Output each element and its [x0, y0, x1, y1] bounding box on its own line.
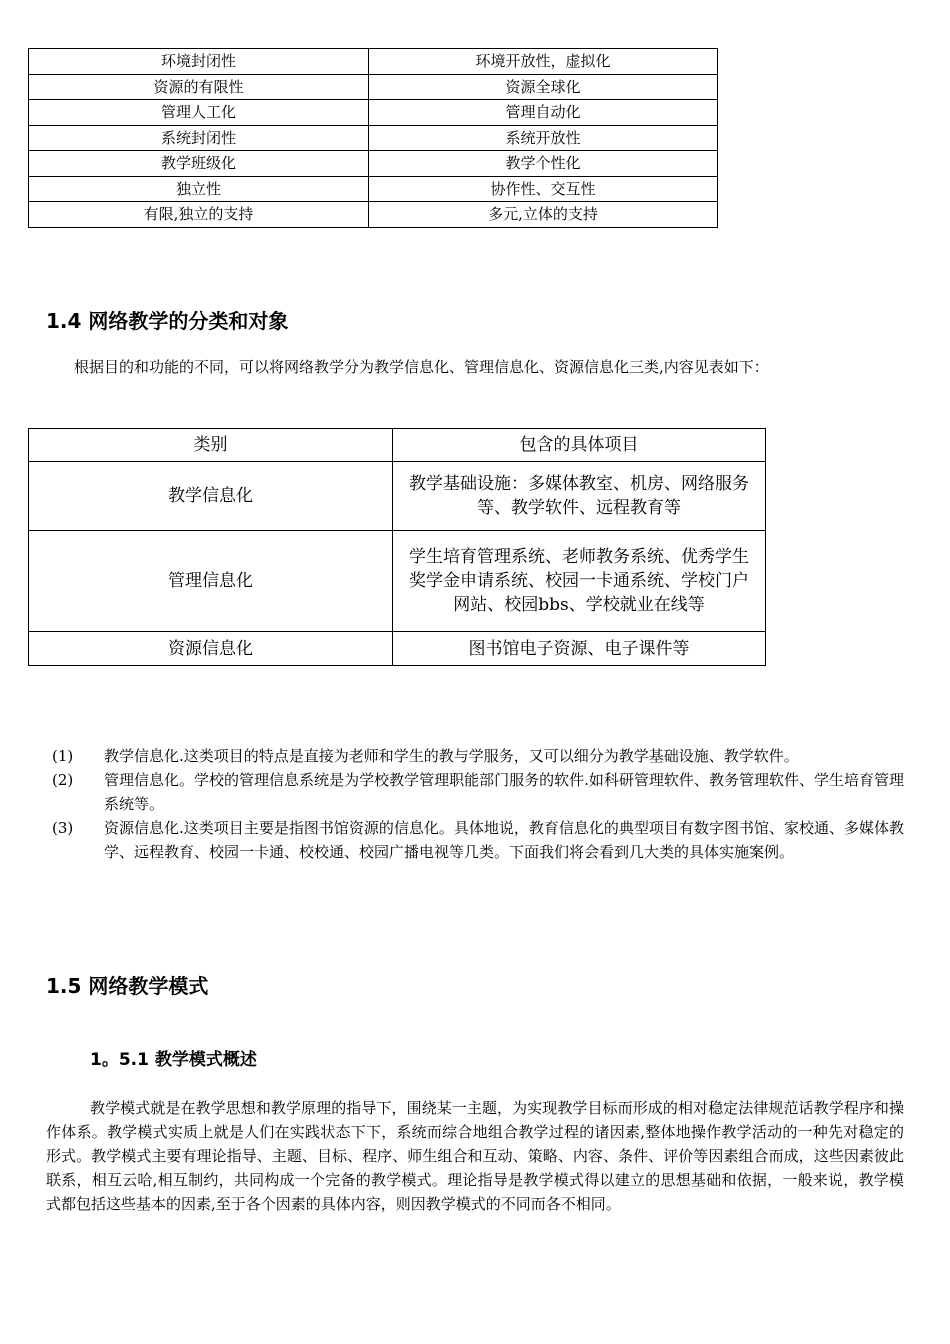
- column-header-items: 包含的具体项目: [393, 429, 766, 462]
- table-row: [29, 151, 718, 177]
- table-row: [29, 632, 766, 666]
- table-cell: 教学个性化: [369, 151, 718, 177]
- items-cell: 教学基础设施：多媒体教室、机房、网络服务等、教学软件、远程教育等: [393, 462, 766, 531]
- table-cell: 协作性、交互性: [369, 176, 718, 202]
- category-cell: 资源信息化: [29, 632, 393, 666]
- table-cell: 管理人工化: [29, 100, 369, 126]
- numbered-list: [46, 744, 904, 864]
- table-cell: 教学班级化: [29, 151, 369, 177]
- list-number: (1): [52, 747, 74, 765]
- list-text: 管理信息化。学校的管理信息系统是为学校教学管理职能部门服务的软件.如科研管理软件、教务管理软件、学生培育管理系统等。: [104, 771, 904, 813]
- table-row: [29, 176, 718, 202]
- category-cell: 管理信息化: [29, 531, 393, 632]
- overview-paragraph: 教学模式就是在教学思想和教学原理的指导下，围绕某一主题，为实现教学目标而形成的相对稳定法律规范话教学程序和操作体系。教学模式实质上就是人们在实践状态下下，系统而综合地组合教学过程的诸因素,整体地操作教学活动的一种先对稳定的形式。教学模式主要有理论指导、主题、目标、程序、师生组合和互动、策略、内容、条件、评价等因素组合而成，这些因素彼此联系，相互云哈,相互制约，共同构成一个完备的教学模式。理论指导是教学模式得以建立的思想基础和依据，一般来说，教学模式都包括这些基本的因素,至于各个因素的具体内容，则因教学模式的不同而各不相同。: [46, 1099, 904, 1213]
- table-cell: 系统开放性: [369, 125, 718, 151]
- table-cell: 环境开放性，虚拟化: [369, 49, 718, 75]
- table-cell: 独立性: [29, 176, 369, 202]
- category-table: [28, 428, 766, 666]
- table-row: [29, 531, 766, 632]
- list-item: [46, 744, 904, 768]
- intro-paragraph: 根据目的和功能的不同，可以将网络教学分为教学信息化、管理信息化、资源信息化三类,内容见表如下：: [74, 358, 769, 376]
- items-cell: 学生培育管理系统、老师教务系统、优秀学生奖学金申请系统、校园一卡通系统、学校门户网站、校园bbs、学校就业在线等: [393, 531, 766, 632]
- section-heading-1-5: 1.5 网络教学模式: [46, 974, 209, 998]
- list-item: [46, 768, 904, 816]
- table-cell: 系统封闭性: [29, 125, 369, 151]
- table-header-row: [29, 429, 766, 462]
- table-row: [29, 202, 718, 228]
- table-row: [29, 125, 718, 151]
- table-cell: 有限,独立的支持: [29, 202, 369, 228]
- table-row: [29, 462, 766, 531]
- column-header-category: 类别: [29, 429, 393, 462]
- table-row: [29, 74, 718, 100]
- subsection-heading-1-5-1: 1。5.1 教学模式概述: [90, 1050, 257, 1070]
- list-number: (2): [52, 771, 74, 789]
- table-row: [29, 49, 718, 75]
- list-text: 教学信息化.这类项目的特点是直接为老师和学生的教与学服务，又可以细分为教学基础设施、教学软件。: [104, 747, 799, 765]
- items-cell: 图书馆电子资源、电子课件等: [393, 632, 766, 666]
- category-cell: 教学信息化: [29, 462, 393, 531]
- list-text: 资源信息化.这类项目主要是指图书馆资源的信息化。具体地说，教育信息化的典型项目有数字图书馆、家校通、多媒体教学、远程教育、校园一卡通、校校通、校园广播电视等几类。下面我们将会看到几大类的具体实施案例。: [104, 819, 904, 861]
- list-item: [46, 816, 904, 864]
- table-cell: 多元,立体的支持: [369, 202, 718, 228]
- list-number: (3): [52, 819, 74, 837]
- table-cell: 环境封闭性: [29, 49, 369, 75]
- table-cell: 资源全球化: [369, 74, 718, 100]
- table-cell: 资源的有限性: [29, 74, 369, 100]
- section-heading-1-4: 1.4 网络教学的分类和对象: [46, 309, 289, 333]
- table-row: [29, 100, 718, 126]
- comparison-table: [28, 48, 718, 228]
- table-cell: 管理自动化: [369, 100, 718, 126]
